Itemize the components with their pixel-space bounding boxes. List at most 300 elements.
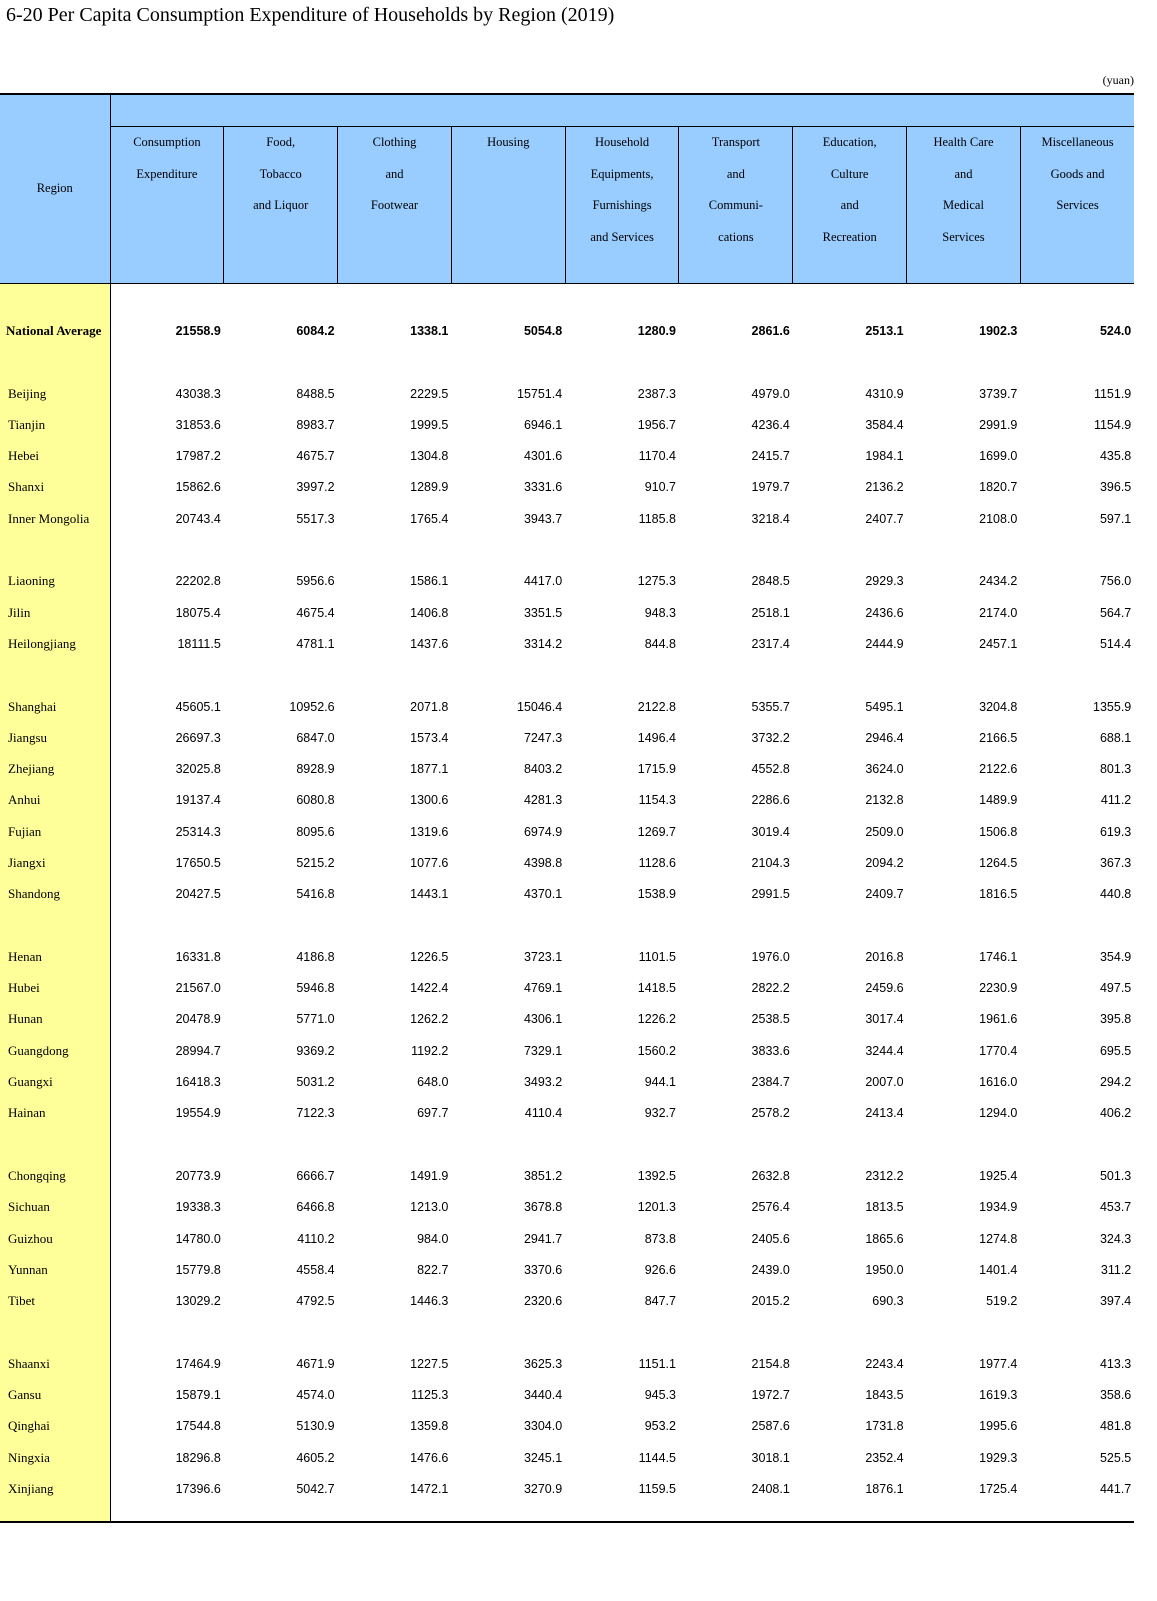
value-cell: 2929.3 [865,574,904,589]
value-cell: 20773.9 [175,1168,221,1183]
value-cell: 2822.2 [751,981,790,996]
value-cell: 15779.8 [175,1262,221,1277]
value-cell: 984.0 [417,1231,449,1246]
value-cell: 17650.5 [175,855,221,870]
region-cell: Jiangsu [0,722,110,753]
value-cell: 5946.8 [296,981,335,996]
value-cell: 1489.9 [979,793,1018,808]
page-title: 6-20 Per Capita Consumption Expenditure of Households by Region (2019) [6,4,615,26]
value-cell: 14780.0 [175,1231,221,1246]
value-cell: 1185.8 [638,511,676,526]
value-cell: 1765.4 [410,511,449,526]
value-cell: 9369.2 [296,1043,335,1058]
region-cell: Shanghai [0,691,110,722]
value-cell: 1125.3 [411,1388,449,1403]
value-cell: 2320.6 [523,1294,563,1309]
value-cell: 10952.6 [289,699,335,714]
value-cell: 514.4 [1099,636,1132,651]
value-cell: 695.5 [1099,1043,1132,1058]
national-average-row [0,315,1134,346]
value-cell: 688.1 [1099,730,1132,745]
value-cell: 2632.8 [751,1168,790,1183]
table-row [0,1035,1134,1066]
value-cell: 3833.6 [751,1043,790,1058]
region-cell: Liaoning [0,566,110,597]
table-row [0,378,1134,409]
column-header-line: Housing [487,135,530,149]
value-cell: 597.1 [1099,511,1132,526]
table-row [0,879,1134,910]
value-cell: 18296.8 [175,1450,221,1465]
table-row [0,597,1134,628]
value-cell: 17464.9 [175,1356,221,1371]
region-cell: Tibet [0,1286,110,1317]
value-cell: 1573.4 [410,730,449,745]
table-row [0,1160,1134,1191]
value-cell: 17987.2 [175,449,221,464]
table-row [0,847,1134,878]
value-cell: 324.3 [1099,1231,1132,1246]
value-cell: 2136.2 [865,480,904,495]
value-cell: 2015.2 [751,1294,790,1309]
value-cell: 2436.6 [865,605,904,620]
value-cell: 1446.3 [410,1294,449,1309]
value-cell: 1154.3 [638,793,676,808]
value-cell: 1128.6 [638,855,676,870]
value-cell: 1999.5 [410,417,449,432]
value-cell: 1956.7 [637,417,676,432]
value-cell: 1538.9 [637,887,676,902]
value-cell: 1319.6 [410,824,449,839]
region-cell: Tianjin [0,409,110,440]
value-cell: 2439.0 [751,1262,790,1277]
table-row [0,1192,1134,1223]
region-cell: Beijing [0,378,110,409]
value-cell: 1300.6 [410,793,449,808]
value-cell: 1151.9 [1093,386,1132,401]
column-header-region: Region [0,94,110,284]
value-cell: 873.8 [644,1231,676,1246]
region-cell: Jilin [0,597,110,628]
value-cell: 1616.0 [979,1075,1018,1090]
value-cell: 1725.4 [979,1481,1018,1496]
value-cell: 1506.8 [979,824,1018,839]
value-cell: 2459.6 [865,981,904,996]
value-cell: 4671.9 [296,1356,335,1371]
value-cell: 354.9 [1099,949,1132,964]
value-cell: 944.1 [644,1075,676,1090]
value-cell: 440.8 [1099,887,1132,902]
value-cell: 1144.5 [638,1450,676,1465]
value-cell: 926.6 [644,1262,676,1277]
value-cell: 2413.4 [865,1106,904,1121]
region-cell: Heilongjiang [0,628,110,659]
value-cell: 2166.5 [979,730,1018,745]
value-cell: 1264.5 [979,855,1018,870]
value-cell: 3304.0 [523,1419,563,1434]
table-row [0,628,1134,659]
region-cell: Sichuan [0,1192,110,1223]
value-cell: 3270.9 [523,1481,563,1496]
table-row [0,1379,1134,1410]
column-header-line: Services [1056,198,1099,212]
value-cell: 1192.2 [411,1043,449,1058]
value-cell: 4110.4 [524,1106,563,1121]
value-cell: 5031.2 [296,1075,335,1090]
value-cell: 1077.6 [410,855,449,870]
table-row [0,722,1134,753]
region-cell: Guangxi [0,1066,110,1097]
value-cell: 1746.1 [979,949,1018,964]
value-cell: 5956.6 [296,574,335,589]
column-header-line: Health Care [933,135,994,149]
value-cell: 948.3 [644,605,676,620]
table-row [0,816,1134,847]
value-cell: 2071.8 [410,699,449,714]
value-cell: 17396.6 [175,1481,221,1496]
value-cell: 13029.2 [175,1294,221,1309]
region-cell: Qinghai [0,1411,110,1442]
column-header-line: and [840,198,859,212]
value-cell: 1961.6 [979,1012,1018,1027]
value-cell: 3218.4 [751,511,790,526]
value-cell: 294.2 [1099,1075,1132,1090]
value-cell: 1269.7 [637,824,676,839]
table-row [0,1004,1134,1035]
column-header-group [110,94,1134,127]
value-cell: 910.7 [644,480,676,495]
value-cell: 1227.5 [410,1356,449,1371]
value-cell: 2132.8 [865,793,904,808]
column-header-line: Education, [822,135,877,149]
value-cell: 395.8 [1099,1012,1132,1027]
column-header-line: Clothing [372,135,417,149]
value-cell: 3370.6 [523,1262,563,1277]
region-cell: Guangdong [0,1035,110,1066]
column-header-line: Communi- [708,198,763,212]
value-cell: 3624.0 [865,762,904,777]
column-header-line: Medical [942,198,984,212]
value-cell: 2578.2 [751,1106,790,1121]
value-cell: 1816.5 [979,887,1018,902]
value-cell: 756.0 [1099,574,1132,589]
column-header [793,127,907,284]
value-cell: 1715.9 [637,762,676,777]
value-cell: 501.3 [1099,1168,1132,1183]
value-cell: 697.7 [417,1106,449,1121]
value-cell: 847.7 [644,1294,676,1309]
value-cell: 1355.9 [1093,699,1132,714]
value-cell: 2312.2 [865,1168,904,1183]
value-cell: 5355.7 [751,699,790,714]
value-cell: 2991.9 [979,417,1018,432]
value-cell: 3244.4 [865,1043,904,1058]
value-cell: 4306.1 [523,1012,563,1027]
region-cell: Xinjiang [0,1473,110,1504]
region-cell: Guizhou [0,1223,110,1254]
value-cell: 6466.8 [296,1200,335,1215]
value-cell: 1491.9 [410,1168,449,1183]
column-header-line: and [385,166,404,181]
column-header [224,127,338,284]
table-row [0,753,1134,784]
value-cell: 3997.2 [296,480,335,495]
value-cell: 1950.0 [865,1262,904,1277]
value-cell: 2094.2 [865,855,904,870]
value-cell: 1699.0 [979,449,1018,464]
value-cell: 822.7 [417,1262,449,1277]
column-header [907,127,1021,284]
value-cell: 2387.3 [637,386,676,401]
value-cell: 3331.6 [523,480,563,495]
value-cell: 2408.1 [751,1481,790,1496]
expenditure-table [0,93,1134,1523]
value-cell: 1934.9 [979,1200,1018,1215]
value-cell: 396.5 [1099,480,1132,495]
value-cell: 3943.7 [523,511,563,526]
value-cell: 564.7 [1099,605,1132,620]
column-header [110,127,224,284]
value-cell: 3019.4 [751,824,790,839]
value-cell: 31853.6 [175,417,221,432]
value-cell: 311.2 [1100,1262,1132,1277]
table-body [0,284,1134,1522]
value-cell: 2946.4 [865,730,904,745]
value-cell: 2230.9 [979,981,1018,996]
value-cell: 2509.0 [865,824,904,839]
value-cell: 2457.1 [979,636,1018,651]
value-cell: 1418.5 [637,981,676,996]
value-cell: 5130.9 [296,1419,335,1434]
value-cell: 1101.5 [638,949,676,964]
value-cell: 519.2 [986,1294,1018,1309]
value-cell: 453.7 [1099,1200,1132,1215]
value-cell: 1159.5 [638,1481,676,1496]
value-cell: 4310.9 [865,386,904,401]
value-cell: 20478.9 [175,1012,221,1027]
value-cell: 4398.8 [523,855,563,870]
region-cell: Chongqing [0,1160,110,1191]
value-cell: 6084.2 [296,323,335,338]
value-cell: 4552.8 [751,762,790,777]
value-cell: 2154.8 [751,1356,790,1371]
value-cell: 1262.2 [410,1012,449,1027]
value-cell: 1274.8 [979,1231,1018,1246]
value-cell: 1560.2 [637,1043,676,1058]
value-cell: 2122.6 [979,762,1018,777]
value-cell: 3314.2 [523,636,563,651]
value-cell: 16331.8 [175,949,221,964]
value-cell: 1226.2 [637,1012,676,1027]
value-cell: 1359.8 [410,1419,449,1434]
value-cell: 2444.9 [865,636,904,651]
value-cell: 945.3 [644,1388,676,1403]
value-cell: 3493.2 [523,1075,563,1090]
value-cell: 3851.2 [523,1168,563,1183]
column-header-line: Goods and [1050,166,1105,181]
column-header [338,127,452,284]
value-cell: 2016.8 [865,949,904,964]
value-cell: 2229.5 [410,386,449,401]
value-cell: 1472.1 [410,1481,449,1496]
value-cell: 2407.7 [865,511,904,526]
value-cell: 367.3 [1099,855,1132,870]
value-cell: 8403.2 [523,762,563,777]
table-row [0,1348,1134,1379]
value-cell: 2174.0 [979,605,1018,620]
column-header-line: Miscellaneous [1041,135,1114,149]
value-cell: 5517.3 [296,511,335,526]
region-cell: Henan [0,941,110,972]
value-cell: 2415.7 [751,449,790,464]
value-cell: 801.3 [1099,762,1132,777]
value-cell: 2384.7 [751,1075,790,1090]
value-cell: 1731.8 [865,1419,904,1434]
value-cell: 1280.9 [637,323,676,338]
table-row [0,1223,1134,1254]
value-cell: 2587.6 [751,1419,790,1434]
value-cell: 2576.4 [751,1200,790,1215]
column-header-line: Equipments, [590,166,654,181]
table-row [0,472,1134,503]
value-cell: 3732.2 [751,730,790,745]
value-cell: 1406.8 [410,605,449,620]
value-cell: 690.3 [872,1294,904,1309]
table-row [0,1066,1134,1097]
column-header-line: and Liquor [253,198,309,212]
column-header-line: Expenditure [136,166,198,181]
value-cell: 1213.0 [410,1200,449,1215]
value-cell: 481.8 [1099,1419,1132,1434]
value-cell: 3245.1 [523,1450,563,1465]
value-cell: 1813.5 [865,1200,904,1215]
value-cell: 45605.1 [175,699,221,714]
value-cell: 2317.4 [751,636,790,651]
value-cell: 20743.4 [175,511,221,526]
value-cell: 2108.0 [979,511,1018,526]
table-row [0,503,1134,534]
column-header-line: and [954,166,973,181]
value-cell: 1422.4 [410,981,449,996]
table-row [0,973,1134,1004]
value-cell: 2286.6 [751,793,790,808]
value-cell: 1929.3 [979,1450,1018,1465]
value-cell: 1275.3 [637,574,676,589]
value-cell: 4558.4 [296,1262,335,1277]
column-header [451,127,565,284]
table-row [0,785,1134,816]
table-row [0,941,1134,972]
value-cell: 5771.0 [296,1012,335,1027]
value-cell: 1876.1 [865,1481,904,1496]
value-cell: 28994.7 [175,1043,221,1058]
value-cell: 21567.0 [175,981,221,996]
column-header-line: Recreation [822,229,877,244]
column-header-line: Furnishings [592,198,652,212]
column-header [679,127,793,284]
unit-label: (yuan) [1102,73,1134,87]
value-cell: 435.8 [1099,449,1132,464]
value-cell: 4781.1 [296,636,335,651]
value-cell: 8983.7 [296,417,335,432]
value-cell: 18075.4 [175,605,221,620]
region-cell: Shanxi [0,472,110,503]
value-cell: 7247.3 [523,730,563,745]
value-cell: 1304.8 [410,449,449,464]
value-cell: 5215.2 [296,855,335,870]
column-header-line: Footwear [370,198,419,212]
value-cell: 1392.5 [637,1168,676,1183]
value-cell: 6080.8 [296,793,335,808]
value-cell: 5054.8 [523,323,563,338]
value-cell: 2518.1 [751,605,790,620]
value-cell: 3351.5 [523,605,563,620]
value-cell: 2861.6 [751,323,790,338]
region-cell: Zhejiang [0,753,110,784]
value-cell: 1865.6 [865,1231,904,1246]
value-cell: 1984.1 [865,449,904,464]
value-cell: 32025.8 [175,762,221,777]
value-cell: 7122.3 [296,1106,335,1121]
column-header-line: Household [595,135,650,149]
value-cell: 1995.6 [979,1419,1018,1434]
region-cell: Hainan [0,1098,110,1129]
column-header-line: and [726,166,745,181]
value-cell: 2405.6 [751,1231,790,1246]
value-cell: 1294.0 [979,1106,1018,1121]
value-cell: 2848.5 [751,574,790,589]
value-cell: 25314.3 [175,824,221,839]
value-cell: 4281.3 [523,793,563,808]
region-cell: Gansu [0,1379,110,1410]
value-cell: 8488.5 [296,386,335,401]
value-cell: 1972.7 [751,1388,790,1403]
region-cell: Jiangxi [0,847,110,878]
value-cell: 5416.8 [296,887,335,902]
column-header [1020,127,1134,284]
value-cell: 2122.8 [637,699,676,714]
value-cell: 4792.5 [296,1294,335,1309]
value-cell: 6974.9 [523,824,563,839]
value-cell: 441.7 [1099,1481,1132,1496]
value-cell: 15046.4 [517,699,563,714]
value-cell: 19338.3 [175,1200,221,1215]
value-cell: 4574.0 [296,1388,335,1403]
column-header-line: Tobacco [259,166,302,181]
table-row [0,1411,1134,1442]
value-cell: 2538.5 [751,1012,790,1027]
value-cell: 1201.3 [637,1200,676,1215]
value-cell: 43038.3 [175,386,221,401]
value-cell: 21558.9 [175,323,221,338]
region-cell: Hunan [0,1004,110,1035]
table-row [0,1442,1134,1473]
value-cell: 19137.4 [175,793,221,808]
value-cell: 648.0 [417,1075,449,1090]
value-cell: 619.3 [1099,824,1132,839]
value-cell: 5495.1 [865,699,904,714]
value-cell: 1151.1 [638,1356,676,1371]
value-cell: 4605.2 [296,1450,335,1465]
value-cell: 1437.6 [410,636,449,651]
value-cell: 1476.6 [410,1450,449,1465]
value-cell: 22202.8 [175,574,221,589]
value-cell: 1843.5 [865,1388,904,1403]
value-cell: 2243.4 [865,1356,904,1371]
value-cell: 406.2 [1099,1106,1132,1121]
value-cell: 1619.3 [979,1388,1018,1403]
value-cell: 7329.1 [523,1043,563,1058]
